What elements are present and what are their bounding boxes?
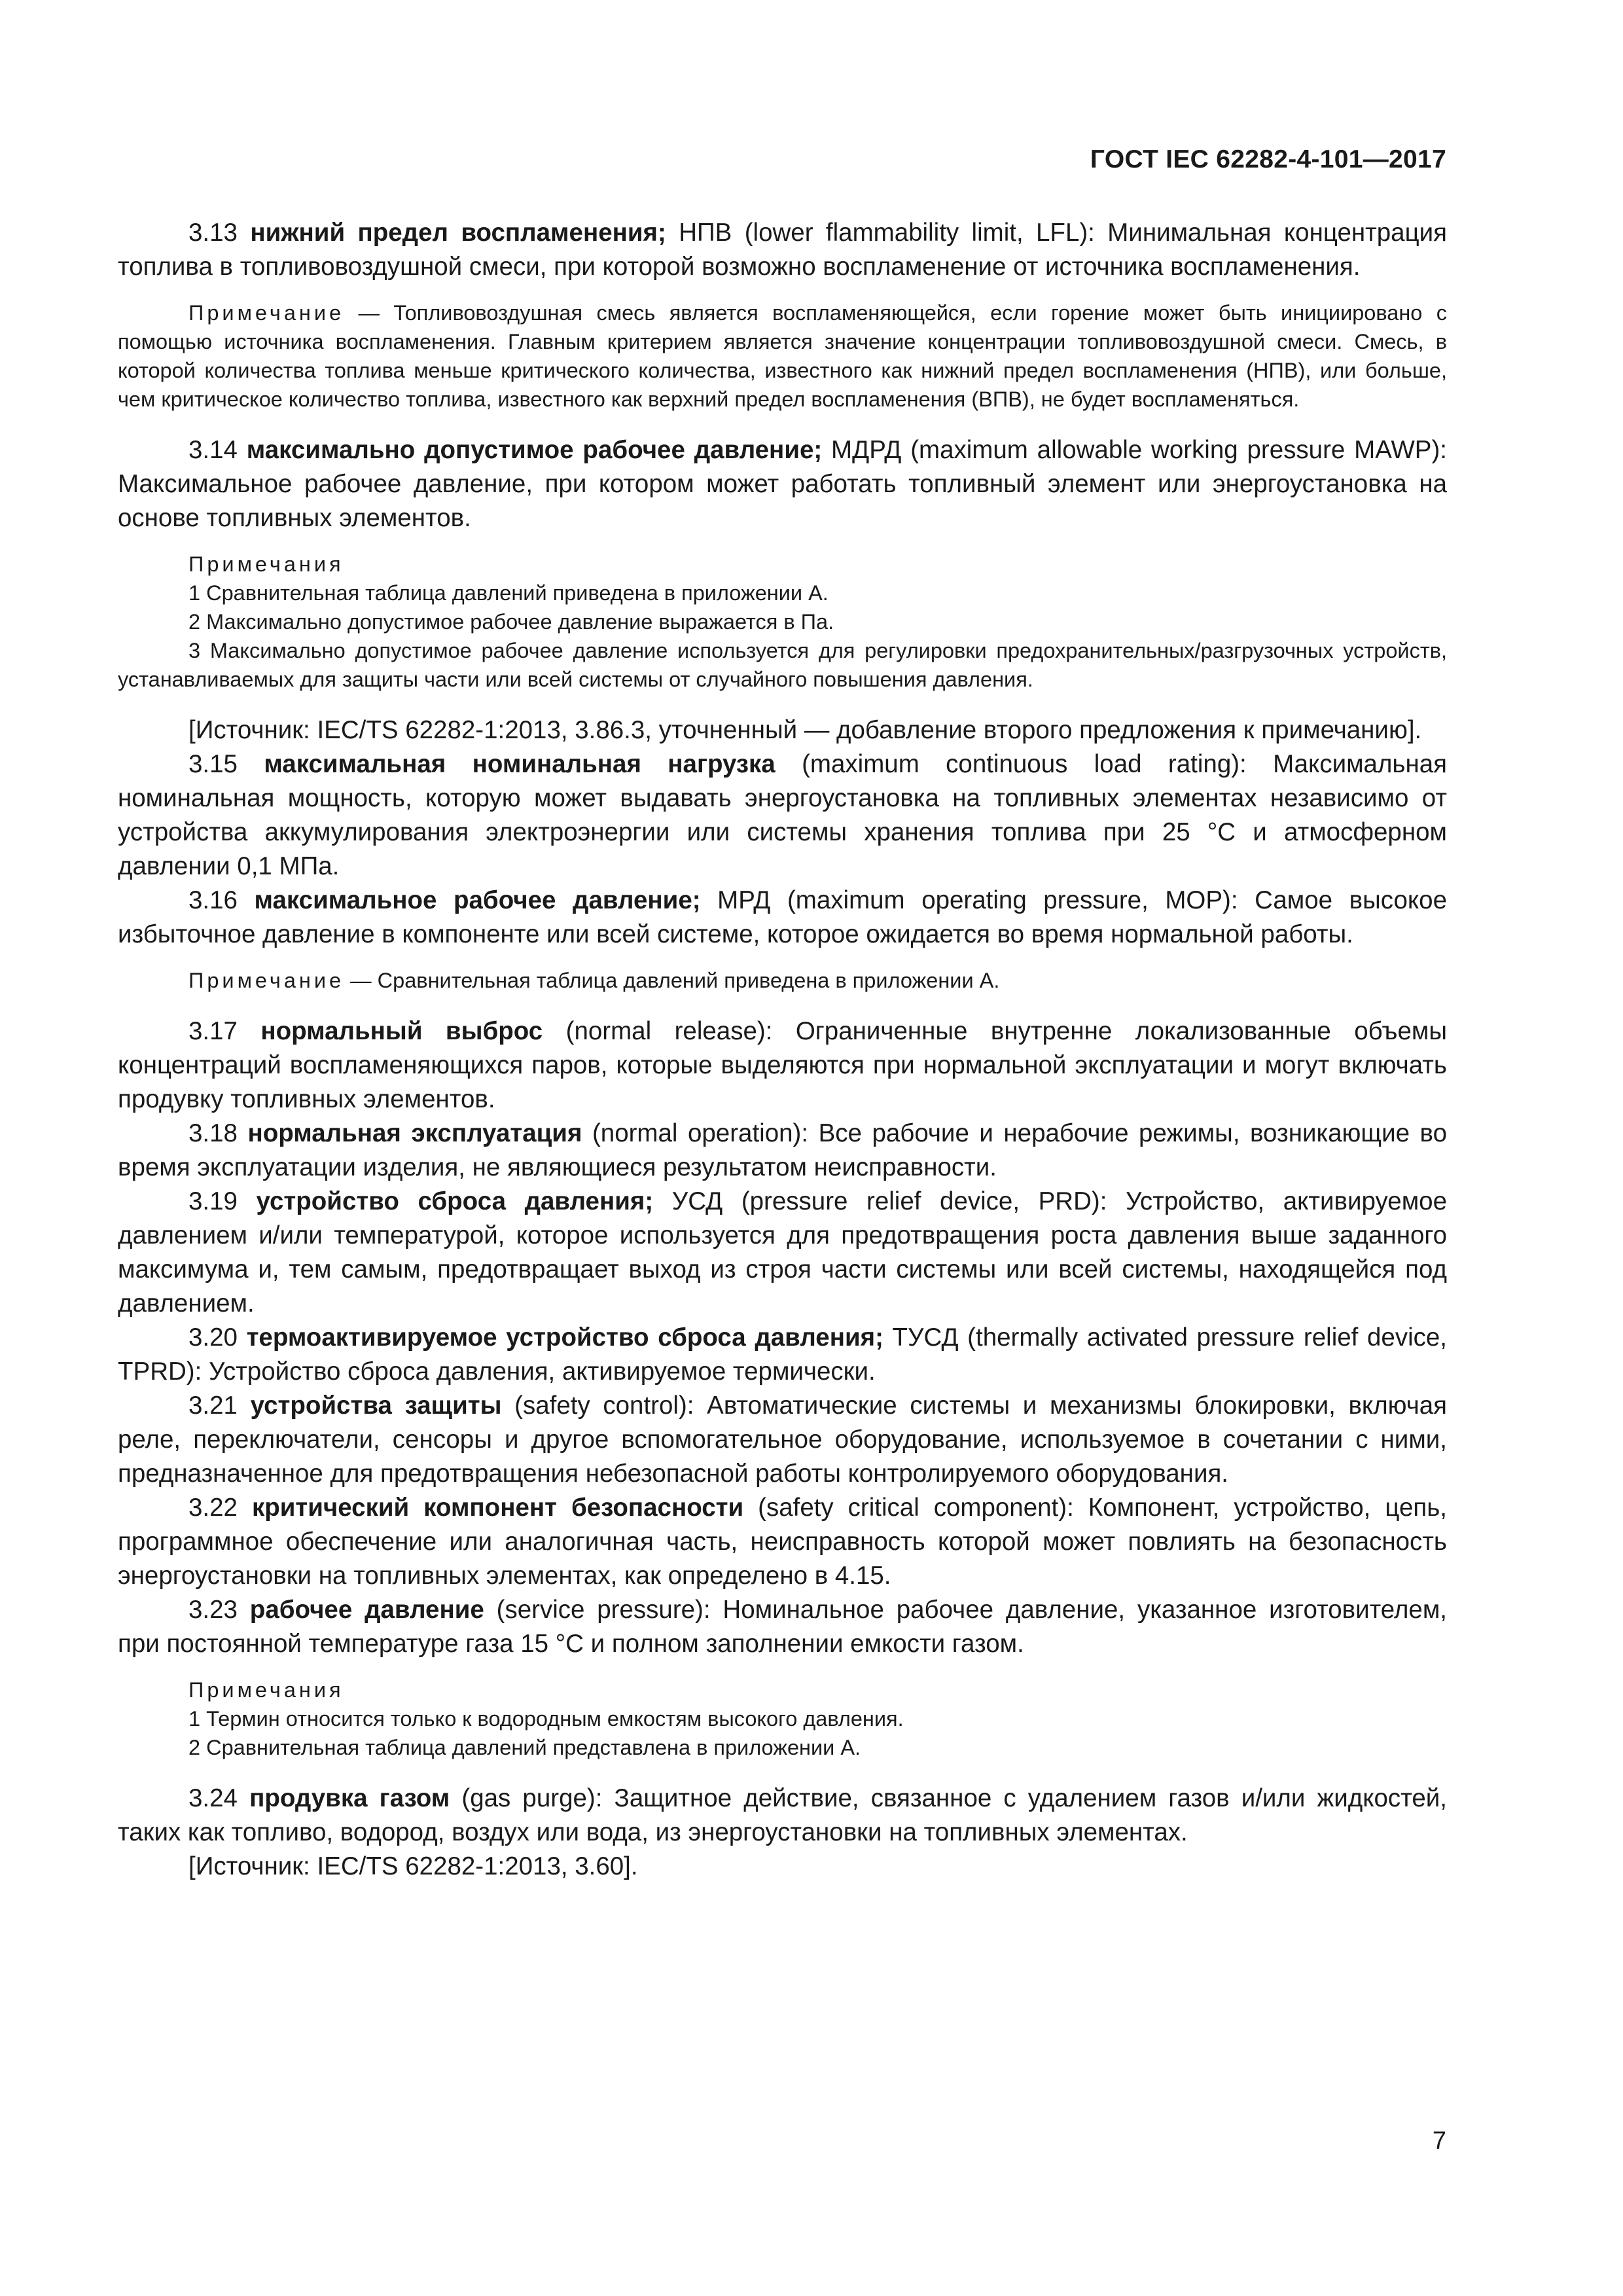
- term-3-15: [118, 747, 1447, 884]
- term-definition: (gas purge): Защитное действие, связанное с удалением газов и/или жидкостей, таких как топливо, водород, воздух или вода, из энергоустановки на топливных элементах.: [118, 1784, 1447, 1846]
- term-title: устройства защиты: [250, 1391, 502, 1420]
- term-number: 3.16: [188, 886, 238, 914]
- term-definition: (safety critical component): Компонент, устройство, цепь, программное обеспечение или аналогичная часть, неисправность которой может повлиять на безопасность энергоустановки на топливных элементах, как определено в 4.15.: [118, 1494, 1447, 1590]
- term-definition: НПВ (lower flammability limit, LFL): Минимальная концентрация топлива в топливовоздушной смеси, при которой возможно воспламенение от источника воспламенения.: [118, 219, 1447, 281]
- term-number: 3.21: [188, 1391, 238, 1420]
- term-number: 3.20: [188, 1323, 238, 1352]
- term-number: 3.24: [188, 1784, 238, 1812]
- term-title: максимальное рабочее давление;: [254, 886, 701, 914]
- note-item: 1 Сравнительная таблица давлений приведена в приложении А.: [188, 581, 829, 605]
- term-title: максимальная номинальная нагрузка: [264, 750, 776, 778]
- term-number: 3.15: [188, 750, 238, 778]
- term-number: 3.23: [188, 1596, 238, 1624]
- term-title: продувка газом: [249, 1784, 450, 1812]
- notes-3-23: [118, 1676, 1447, 1762]
- note-3-16: [118, 966, 1447, 995]
- term-title: устройство сброса давления;: [256, 1187, 654, 1215]
- term-3-18: [118, 1117, 1447, 1185]
- term-definition: МДРД (maximum allowable working pressure MAWP): Максимальное рабочее давление, при котором может работать топливный элемент или энергоустановка на основе топливных элементов.: [118, 436, 1447, 532]
- term-definition: (normal release): Ограниченные внутренне локализованные объемы концентраций воспламеняющихся паров, которые выделяются при нормальной эксплуатации и могут включать продувку топливных элементов.: [118, 1017, 1448, 1113]
- note-label: Примечание: [188, 301, 345, 325]
- term-3-19: [118, 1185, 1447, 1321]
- term-number: 3.13: [188, 219, 238, 247]
- term-definition: ТУСД (thermally activated pressure relief device, TPRD): Устройство сброса давления, активируемое термически.: [118, 1323, 1447, 1386]
- note-text: — Сравнительная таблица давлений приведена в приложении А.: [344, 969, 1000, 992]
- notes-label: Примечания: [188, 1678, 344, 1702]
- page-header-doc-code: ГОСТ IEC 62282-4-101—2017: [1090, 145, 1446, 173]
- page-number: 7: [1432, 2127, 1446, 2155]
- term-3-13: [118, 216, 1447, 284]
- term-title: нижний предел воспламенения;: [250, 219, 666, 247]
- term-definition: МРД (maximum operating pressure, MOP): Самое высокое избыточное давление в компоненте или всей системе, которое ожидается во время нормальной работы.: [118, 886, 1447, 948]
- notes-3-14: [118, 550, 1447, 694]
- notes-label: Примечания: [188, 552, 344, 576]
- term-3-14: [118, 433, 1447, 535]
- term-3-17: [118, 1014, 1447, 1117]
- term-number: 3.17: [188, 1017, 238, 1045]
- term-number: 3.22: [188, 1494, 238, 1522]
- term-definition: УСД (pressure relief device, PRD): Устройство, активируемое давлением и/или температурой, которое используется для предотвращения роста давления выше заданного максимума и, тем самым, предотвращает выход из строя части системы или всей системы, находящейся под давлением.: [118, 1187, 1447, 1318]
- term-definition: (service pressure): Номинальное рабочее давление, указанное изготовителем, при постоянной температуре газа 15 °С и полном заполнении емкости газом.: [118, 1596, 1447, 1658]
- term-definition: (maximum continuous load rating): Максимальная номинальная мощность, которую может выдавать энергоустановка на топливных элементах независимо от устройства аккумулирования электроэнергии или системы хранения топлива при 25 °С и атмосферном давлении 0,1 МПа.: [118, 750, 1448, 880]
- source-3-24: [Источник: IEC/TS 62282-1:2013, 3.60].: [188, 1852, 638, 1880]
- note-item: 3 Максимально допустимое рабочее давление используется для регулировки предохранительных/разгрузочных устройств, устанавливаемых для защиты части или всей системы от случайного повышения давления.: [118, 639, 1447, 691]
- term-3-23: [118, 1593, 1447, 1661]
- note-label: Примечание: [188, 969, 345, 992]
- term-number: 3.18: [188, 1119, 238, 1147]
- term-title: нормальная эксплуатация: [247, 1119, 582, 1147]
- term-3-21: [118, 1389, 1447, 1491]
- document-body: [118, 216, 1447, 1884]
- note-item: 2 Сравнительная таблица давлений представлена в приложении А.: [188, 1736, 861, 1759]
- term-title: нормальный выброс: [260, 1017, 543, 1045]
- term-title: критический компонент безопасности: [251, 1494, 744, 1522]
- term-definition: (normal operation): Все рабочие и нерабочие режимы, возникающие во время эксплуатации изделия, не являющиеся результатом неисправности.: [118, 1119, 1447, 1181]
- note-text: — Топливовоздушная смесь является воспламеняющейся, если горение может быть инициировано с помощью источника воспламенения. Главным критерием является значение концентрации топливовоздушной смеси. Смесь, в которой количества топлива меньше критического количества, известного как нижний предел воспламенения (НПВ), или больше, чем критическое количество топлива, известного как верхний предел воспламенения (ВПВ), не будет воспламеняться.: [118, 301, 1447, 411]
- term-3-22: [118, 1491, 1447, 1593]
- term-title: рабочее давление: [249, 1596, 484, 1624]
- term-3-16: [118, 884, 1447, 952]
- note-3-13: [118, 298, 1447, 414]
- term-number: 3.19: [188, 1187, 238, 1215]
- term-title: максимально допустимое рабочее давление;: [246, 436, 823, 464]
- term-number: 3.14: [188, 436, 238, 464]
- note-item: 2 Максимально допустимое рабочее давление выражается в Па.: [188, 610, 834, 634]
- note-item: 1 Термин относится только к водородным емкостям высокого давления.: [188, 1707, 904, 1731]
- term-title: термоактивируемое устройство сброса давления;: [246, 1323, 883, 1352]
- term-3-24: [118, 1782, 1447, 1850]
- term-definition: (safety control): Автоматические системы и механизмы блокировки, включая реле, переключатели, сенсоры и другое вспомогательное оборудование, используемое в сочетании с ними, предназначенное для предотвращения небезопасной работы контролируемого оборудования.: [118, 1391, 1448, 1488]
- term-3-20: [118, 1321, 1447, 1389]
- source-3-14: [Источник: IEC/TS 62282-1:2013, 3.86.3, уточненный — добавление второго предложения к примечанию].: [188, 716, 1422, 744]
